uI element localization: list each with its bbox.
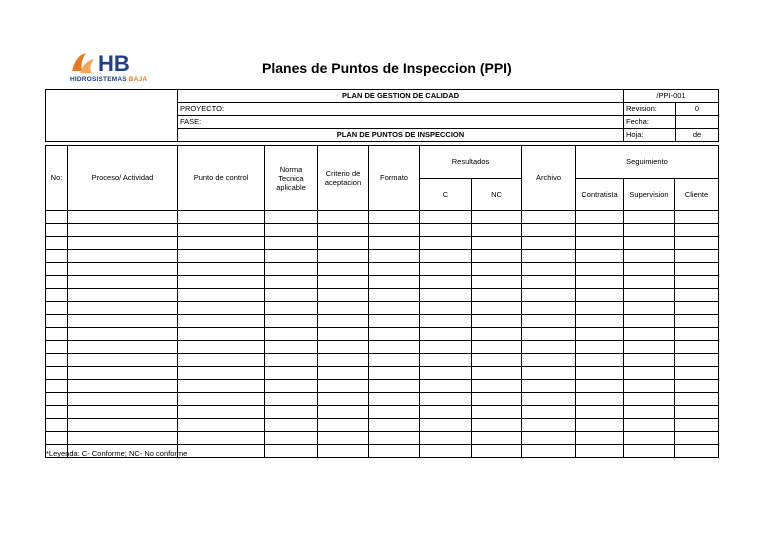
- table-cell[interactable]: [68, 419, 178, 432]
- table-row: [46, 302, 719, 315]
- table-cell[interactable]: [265, 380, 318, 393]
- table-cell[interactable]: [472, 276, 522, 289]
- table-cell[interactable]: [178, 302, 265, 315]
- table-cell[interactable]: [472, 393, 522, 406]
- col-formato: Formato: [369, 146, 420, 211]
- table-cell[interactable]: [522, 393, 576, 406]
- table-cell[interactable]: [522, 237, 576, 250]
- table-cell[interactable]: [265, 419, 318, 432]
- table-cell[interactable]: [522, 354, 576, 367]
- table-cell[interactable]: [178, 445, 265, 458]
- table-cell[interactable]: [576, 315, 624, 328]
- table-cell[interactable]: [46, 302, 68, 315]
- table-cell[interactable]: [369, 302, 420, 315]
- table-cell[interactable]: [68, 367, 178, 380]
- table-cell[interactable]: [576, 289, 624, 302]
- table-cell[interactable]: [46, 263, 68, 276]
- table-cell[interactable]: [522, 367, 576, 380]
- table-cell[interactable]: [522, 211, 576, 224]
- table-cell[interactable]: [369, 263, 420, 276]
- table-cell[interactable]: [46, 406, 68, 419]
- col-norma: Norma Tecnica aplicable: [265, 146, 318, 211]
- table-cell[interactable]: [675, 380, 719, 393]
- table-cell[interactable]: [265, 276, 318, 289]
- table-cell[interactable]: [472, 380, 522, 393]
- table-cell[interactable]: [472, 224, 522, 237]
- table-cell[interactable]: [46, 224, 68, 237]
- table-cell[interactable]: [472, 432, 522, 445]
- table-cell[interactable]: [576, 419, 624, 432]
- table-cell[interactable]: [178, 224, 265, 237]
- table-cell[interactable]: [369, 367, 420, 380]
- table-cell[interactable]: [318, 354, 369, 367]
- table-cell[interactable]: [369, 354, 420, 367]
- table-cell[interactable]: [178, 393, 265, 406]
- table-cell[interactable]: [472, 237, 522, 250]
- table-cell[interactable]: [265, 250, 318, 263]
- table-cell[interactable]: [178, 211, 265, 224]
- table-cell[interactable]: [265, 237, 318, 250]
- table-cell[interactable]: [576, 367, 624, 380]
- table-cell[interactable]: [522, 380, 576, 393]
- table-cell[interactable]: [318, 263, 369, 276]
- table-cell[interactable]: [472, 328, 522, 341]
- table-cell[interactable]: [576, 211, 624, 224]
- table-cell[interactable]: [46, 250, 68, 263]
- table-cell[interactable]: [318, 406, 369, 419]
- fecha-value: [676, 116, 719, 129]
- legend: *Leyenda: C- Conforme; NC- No conforme: [46, 449, 188, 458]
- col-seguimiento: Seguimiento: [576, 146, 719, 179]
- table-cell[interactable]: [624, 211, 675, 224]
- table-cell[interactable]: [369, 406, 420, 419]
- table-cell[interactable]: [369, 211, 420, 224]
- table-cell[interactable]: [624, 302, 675, 315]
- company-logo: [70, 49, 150, 87]
- table-cell[interactable]: [68, 302, 178, 315]
- table-cell[interactable]: [675, 263, 719, 276]
- table-cell[interactable]: [576, 250, 624, 263]
- table-cell[interactable]: [178, 237, 265, 250]
- table-cell[interactable]: [675, 367, 719, 380]
- table-cell[interactable]: [675, 224, 719, 237]
- table-cell[interactable]: [178, 406, 265, 419]
- table-cell[interactable]: [522, 224, 576, 237]
- table-cell[interactable]: [178, 380, 265, 393]
- proyecto-label: PROYECTO:: [178, 103, 624, 116]
- table-row: [46, 354, 719, 367]
- col-nc: NC: [472, 179, 522, 211]
- col-supervision: Supervision: [624, 179, 675, 211]
- table-row: [46, 328, 719, 341]
- header-table: [45, 89, 719, 142]
- table-cell[interactable]: [318, 328, 369, 341]
- table-cell[interactable]: [178, 263, 265, 276]
- table-cell[interactable]: [675, 341, 719, 354]
- table-cell[interactable]: [522, 419, 576, 432]
- table-cell[interactable]: [472, 211, 522, 224]
- logo-subtitle-b: BAJA: [128, 76, 148, 83]
- table-cell[interactable]: [68, 354, 178, 367]
- table-row: [46, 393, 719, 406]
- table-row: [46, 211, 719, 224]
- table-cell[interactable]: [522, 341, 576, 354]
- table-cell[interactable]: [522, 328, 576, 341]
- table-cell[interactable]: [624, 380, 675, 393]
- table-cell[interactable]: [46, 354, 68, 367]
- table-cell[interactable]: [576, 328, 624, 341]
- table-cell[interactable]: [576, 445, 624, 458]
- revision-value: 0: [676, 103, 719, 116]
- hoja-label: Hoja:: [624, 129, 676, 142]
- table-cell[interactable]: [675, 406, 719, 419]
- table-cell[interactable]: [420, 315, 472, 328]
- table-cell[interactable]: [46, 367, 68, 380]
- table-cell[interactable]: [420, 354, 472, 367]
- table-cell[interactable]: [420, 328, 472, 341]
- table-cell[interactable]: [624, 406, 675, 419]
- table-cell[interactable]: [675, 328, 719, 341]
- table-cell[interactable]: [420, 211, 472, 224]
- table-cell[interactable]: [472, 302, 522, 315]
- table-cell[interactable]: [522, 445, 576, 458]
- table-cell[interactable]: [675, 419, 719, 432]
- table-cell[interactable]: [369, 237, 420, 250]
- table-cell[interactable]: [522, 289, 576, 302]
- table-cell[interactable]: [522, 263, 576, 276]
- table-row: [46, 250, 719, 263]
- table-cell[interactable]: [369, 341, 420, 354]
- table-cell[interactable]: [624, 341, 675, 354]
- col-contratista: Contratista: [576, 179, 624, 211]
- table-row: [46, 315, 719, 328]
- logo-cell: [46, 90, 178, 142]
- table-row: [46, 263, 719, 276]
- table-cell[interactable]: [68, 393, 178, 406]
- table-cell[interactable]: [472, 289, 522, 302]
- table-cell[interactable]: [68, 328, 178, 341]
- table-row: [46, 224, 719, 237]
- table-cell[interactable]: [46, 419, 68, 432]
- table-cell[interactable]: [624, 237, 675, 250]
- table-cell[interactable]: [675, 445, 719, 458]
- fecha-label: Fecha:: [624, 116, 676, 129]
- table-cell[interactable]: [522, 406, 576, 419]
- table-cell[interactable]: [472, 250, 522, 263]
- table-row: [46, 406, 719, 419]
- table-cell[interactable]: [265, 328, 318, 341]
- table-cell[interactable]: [178, 250, 265, 263]
- plan-title: PLAN DE GESTION DE CALIDAD: [178, 90, 624, 103]
- table-cell[interactable]: [178, 341, 265, 354]
- revision-label: Revision:: [624, 103, 676, 116]
- table-cell[interactable]: [68, 250, 178, 263]
- table-cell[interactable]: [576, 380, 624, 393]
- table-cell[interactable]: [576, 263, 624, 276]
- table-cell[interactable]: [68, 211, 178, 224]
- col-proceso: Proceso/ Actividad: [68, 146, 178, 211]
- table-cell[interactable]: [472, 341, 522, 354]
- table-cell[interactable]: [265, 393, 318, 406]
- table-cell[interactable]: [265, 315, 318, 328]
- page-title: Planes de Puntos de Inspeccion (PPI): [262, 60, 512, 76]
- table-cell[interactable]: [624, 315, 675, 328]
- table-cell[interactable]: [318, 393, 369, 406]
- table-cell[interactable]: [522, 315, 576, 328]
- table-cell[interactable]: [472, 419, 522, 432]
- table-cell[interactable]: [624, 289, 675, 302]
- table-row: [46, 380, 719, 393]
- table-cell[interactable]: [68, 263, 178, 276]
- table-cell[interactable]: [318, 211, 369, 224]
- table-cell[interactable]: [318, 224, 369, 237]
- table-cell[interactable]: [68, 289, 178, 302]
- table-cell[interactable]: [420, 367, 472, 380]
- table-cell[interactable]: [369, 445, 420, 458]
- table-cell[interactable]: [576, 237, 624, 250]
- table-body: [46, 211, 719, 458]
- table-cell[interactable]: [522, 432, 576, 445]
- table-cell[interactable]: [318, 276, 369, 289]
- table-cell[interactable]: [624, 432, 675, 445]
- table-cell[interactable]: [369, 276, 420, 289]
- table-cell[interactable]: [318, 341, 369, 354]
- table-row: [46, 237, 719, 250]
- table-cell[interactable]: [46, 237, 68, 250]
- inspection-table: [45, 145, 719, 458]
- table-cell[interactable]: [369, 419, 420, 432]
- table-cell[interactable]: [265, 432, 318, 445]
- table-cell[interactable]: [472, 406, 522, 419]
- table-cell[interactable]: [675, 432, 719, 445]
- table-cell[interactable]: [522, 302, 576, 315]
- table-row: [46, 367, 719, 380]
- table-cell[interactable]: [675, 354, 719, 367]
- col-cliente: Cliente: [675, 179, 719, 211]
- col-archivo: Archivo: [522, 146, 576, 211]
- table-cell[interactable]: [576, 393, 624, 406]
- table-cell[interactable]: [675, 289, 719, 302]
- table-cell[interactable]: [420, 445, 472, 458]
- table-cell[interactable]: [369, 224, 420, 237]
- table-cell[interactable]: [318, 419, 369, 432]
- table-cell[interactable]: [68, 224, 178, 237]
- table-cell[interactable]: [576, 432, 624, 445]
- table-cell[interactable]: [472, 367, 522, 380]
- logo-subtitle-a: HIDROSISTEMAS: [70, 76, 127, 83]
- table-cell[interactable]: [624, 263, 675, 276]
- table-cell[interactable]: [624, 328, 675, 341]
- table-cell[interactable]: [318, 432, 369, 445]
- table-cell[interactable]: [675, 393, 719, 406]
- table-cell[interactable]: [46, 341, 68, 354]
- table-cell[interactable]: [265, 224, 318, 237]
- table-cell[interactable]: [68, 341, 178, 354]
- table-cell[interactable]: [265, 263, 318, 276]
- table-cell[interactable]: [624, 393, 675, 406]
- table-cell[interactable]: [178, 367, 265, 380]
- table-cell[interactable]: [624, 224, 675, 237]
- table-cell[interactable]: [369, 315, 420, 328]
- col-criterio: Criterio de aceptacion: [318, 146, 369, 211]
- table-cell[interactable]: [624, 367, 675, 380]
- col-punto-control: Punto de control: [178, 146, 265, 211]
- table-cell[interactable]: [675, 315, 719, 328]
- table-row: [46, 341, 719, 354]
- table-cell[interactable]: [576, 341, 624, 354]
- table-cell[interactable]: [318, 237, 369, 250]
- table-cell[interactable]: [576, 224, 624, 237]
- table-cell[interactable]: [420, 302, 472, 315]
- table-cell[interactable]: [46, 380, 68, 393]
- table-cell[interactable]: [318, 289, 369, 302]
- table-cell[interactable]: [624, 354, 675, 367]
- table-cell[interactable]: [420, 393, 472, 406]
- logo-subtitle: [70, 76, 147, 83]
- fase-label: FASE:: [178, 116, 624, 129]
- col-resultados: Resultados: [420, 146, 522, 179]
- table-cell[interactable]: [265, 289, 318, 302]
- table-cell[interactable]: [522, 250, 576, 263]
- table-cell[interactable]: [46, 211, 68, 224]
- table-cell[interactable]: [46, 289, 68, 302]
- table-cell[interactable]: [420, 237, 472, 250]
- table-cell[interactable]: [369, 289, 420, 302]
- table-cell[interactable]: [178, 276, 265, 289]
- table-cell[interactable]: [576, 406, 624, 419]
- table-cell[interactable]: [420, 263, 472, 276]
- table-cell[interactable]: [265, 445, 318, 458]
- table-cell[interactable]: [318, 315, 369, 328]
- table-cell[interactable]: [46, 393, 68, 406]
- table-cell[interactable]: [576, 302, 624, 315]
- col-no: No:: [46, 146, 68, 211]
- table-cell[interactable]: [472, 263, 522, 276]
- table-cell[interactable]: [265, 354, 318, 367]
- table-cell[interactable]: [576, 354, 624, 367]
- table-cell[interactable]: [472, 354, 522, 367]
- table-cell[interactable]: [265, 367, 318, 380]
- table-cell[interactable]: [68, 276, 178, 289]
- document-code: /PPI-001: [624, 90, 719, 103]
- table-cell[interactable]: [675, 237, 719, 250]
- table-row: [46, 276, 719, 289]
- table-cell[interactable]: [46, 315, 68, 328]
- table-cell[interactable]: [420, 224, 472, 237]
- table-cell[interactable]: [178, 315, 265, 328]
- table-cell[interactable]: [178, 419, 265, 432]
- table-cell[interactable]: [46, 276, 68, 289]
- table-cell[interactable]: [420, 432, 472, 445]
- table-cell[interactable]: [68, 380, 178, 393]
- table-cell[interactable]: [68, 406, 178, 419]
- table-cell[interactable]: [178, 328, 265, 341]
- table-row: [46, 432, 719, 445]
- table-cell[interactable]: [369, 432, 420, 445]
- table-cell[interactable]: [68, 237, 178, 250]
- table-cell[interactable]: [675, 211, 719, 224]
- table-cell[interactable]: [675, 276, 719, 289]
- table-cell[interactable]: [318, 380, 369, 393]
- table-cell[interactable]: [675, 302, 719, 315]
- plan-subtitle: PLAN DE PUNTOS DE INSPECCION: [178, 129, 624, 142]
- table-cell[interactable]: [420, 341, 472, 354]
- table-row: [46, 289, 719, 302]
- table-cell[interactable]: [265, 341, 318, 354]
- table-cell[interactable]: [318, 250, 369, 263]
- hb-logo-icon: [70, 49, 150, 77]
- table-cell[interactable]: [624, 276, 675, 289]
- table-cell[interactable]: [369, 393, 420, 406]
- table-cell[interactable]: [420, 380, 472, 393]
- table-cell[interactable]: [265, 406, 318, 419]
- table-cell[interactable]: [420, 276, 472, 289]
- hoja-value: de: [676, 129, 719, 142]
- table-cell[interactable]: [624, 419, 675, 432]
- table-cell[interactable]: [472, 445, 522, 458]
- table-cell[interactable]: [68, 315, 178, 328]
- table-row: [46, 419, 719, 432]
- table-cell[interactable]: [46, 328, 68, 341]
- table-cell[interactable]: [420, 250, 472, 263]
- table-cell[interactable]: [369, 250, 420, 263]
- table-cell[interactable]: [420, 419, 472, 432]
- table-cell[interactable]: [576, 276, 624, 289]
- col-c: C: [420, 179, 472, 211]
- table-cell[interactable]: [318, 302, 369, 315]
- logo-mark: HB: [98, 51, 130, 76]
- table-cell[interactable]: [420, 406, 472, 419]
- table-cell[interactable]: [369, 380, 420, 393]
- table-cell[interactable]: [318, 445, 369, 458]
- table-cell[interactable]: [624, 250, 675, 263]
- table-cell[interactable]: [178, 289, 265, 302]
- table-cell[interactable]: [318, 367, 369, 380]
- table-cell[interactable]: [68, 432, 178, 445]
- table-cell[interactable]: [624, 445, 675, 458]
- table-cell[interactable]: [265, 302, 318, 315]
- table-cell[interactable]: [472, 315, 522, 328]
- table-cell[interactable]: [178, 354, 265, 367]
- table-cell[interactable]: [522, 276, 576, 289]
- table-cell[interactable]: [420, 289, 472, 302]
- table-cell[interactable]: [46, 432, 68, 445]
- table-cell[interactable]: [369, 328, 420, 341]
- table-cell[interactable]: [178, 432, 265, 445]
- table-cell[interactable]: [265, 211, 318, 224]
- table-cell[interactable]: [675, 250, 719, 263]
